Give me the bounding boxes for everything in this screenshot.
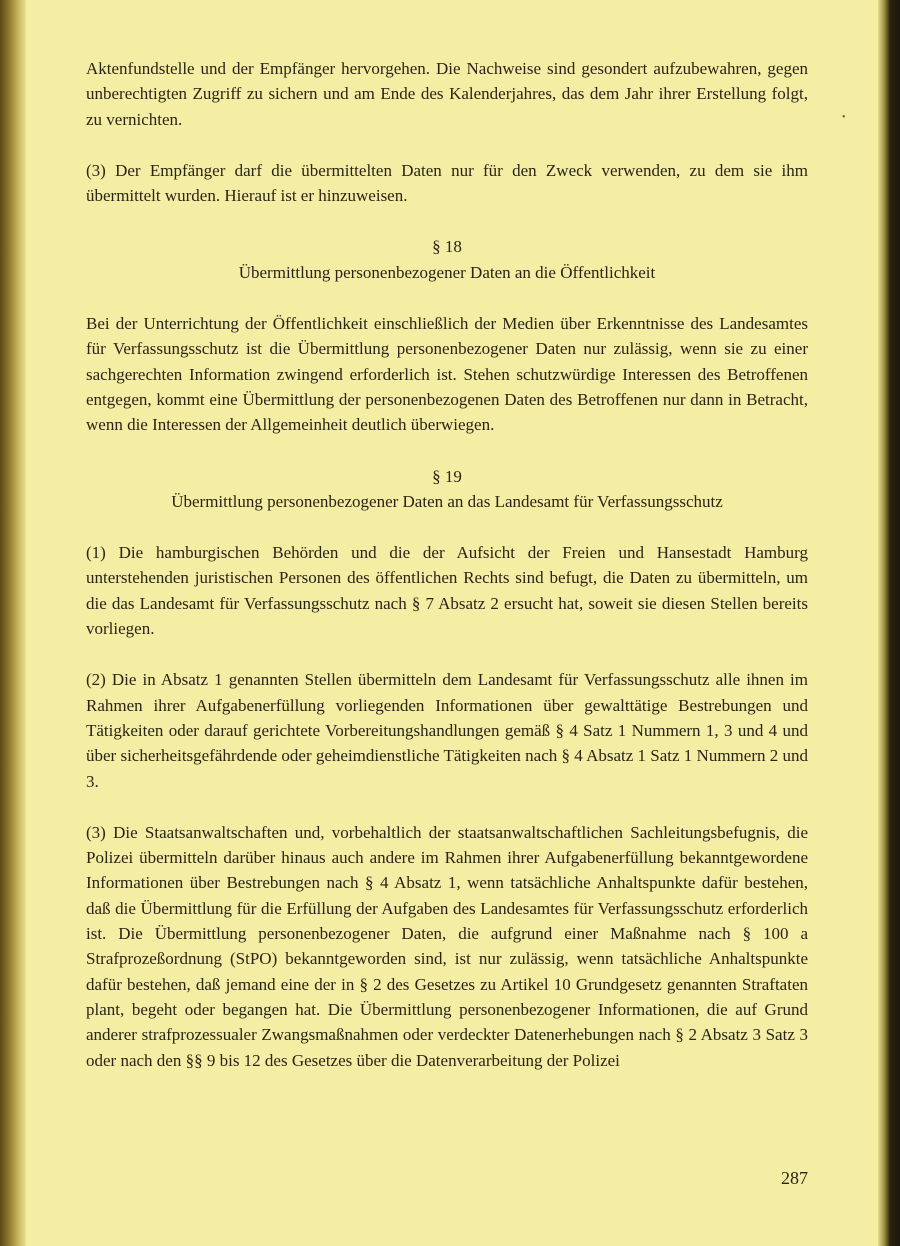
page-binding-edge	[0, 0, 26, 1246]
page-right-edge	[878, 0, 900, 1246]
paragraph-17-3: (3) Der Empfänger darf die übermittelten Daten nur für den Zweck verwenden, zu dem sie ihm übermittelt wurden. Hierauf ist er hinzuweisen.	[86, 160, 808, 206]
page-number: 287	[781, 1168, 808, 1188]
section-18-title: Übermittlung personenbezogener Daten an die Öffentlichkeit	[238, 262, 656, 282]
paragraph-19-3: (3) Die Staatsanwaltschaften und, vorbehaltlich der staatsanwaltschaftlichen Sachleitungsbefugnis, die Polizei übermitteln darüber hinaus auch andere im Rahmen ihrer Aufgabenerfüllung bekanntgewordene Informationen über Bestrebungen nach § 4 Absatz 1, wenn tatsächliche Anhaltspunkte dafür bestehen, daß die Übermittlung für die Erfüllung der Aufgaben des Landesamtes für Verfassungsschutz erforderlich ist. Die Übermittlung personenbezogener Daten, die aufgrund einer Maßnahme nach § 100 a Strafprozeßordnung (StPO) bekanntgeworden sind, ist nur zulässig, wenn tatsächliche Anhaltspunkte dafür bestehen, daß jemand eine der in § 2 des Gesetzes zu Artikel 10 Grundgesetz genannten Straftaten plant, begeht oder begangen hat. Die Übermittlung personenbezogener Informationen, die auf Grund anderer strafprozessualer Zwangsmaßnahmen oder verdeckter Datenerhebungen nach § 2 Absatz 3 Satz 3 oder nach den §§ 9 bis 12 des Gesetzes über die Datenverarbeitung der Polizei	[86, 822, 808, 1070]
paragraph-continuation: Aktenfundstelle und der Empfänger hervorgehen. Die Nachweise sind gesondert aufzubewahren, gegen unberechtigten Zugriff zu sichern und am Ende des Kalenderjahres, das dem Jahr ihrer Erstellung folgt, zu vernichten.	[86, 59, 808, 129]
stray-mark: •	[842, 112, 846, 123]
section-19-heading	[86, 464, 808, 515]
section-18-number: § 18	[432, 237, 462, 257]
paragraph-19-2: (2) Die in Absatz 1 genannten Stellen übermitteln dem Landesamt für Verfassungsschutz alle ihnen im Rahmen ihrer Aufgabenerfüllung vorliegenden Informationen über gewalttätige Bestrebungen und Tätigkeiten oder darauf gerichtete Vorbereitungshandlungen gemäß § 4 Satz 1 Nummern 1, 3 und 4 und über sicherheitsgefährdende oder geheimdienstliche Tätigkeiten nach § 4 Absatz 1 Satz 1 Nummern 2 und 3.	[86, 670, 808, 791]
section-18-heading	[86, 234, 808, 285]
section-19-number: § 19	[432, 466, 462, 486]
paragraph-19-1: (1) Die hamburgischen Behörden und die der Aufsicht der Freien und Hansestadt Hamburg unterstehenden juristischen Personen des öffentlichen Rechts sind befugt, die Daten zu übermitteln, um die das Landesamt für Verfassungsschutz nach § 7 Absatz 2 ersucht hat, soweit sie diesen Stellen bereits vorliegen.	[86, 543, 808, 639]
paragraph-18: Bei der Unterrichtung der Öffentlichkeit einschließlich der Medien über Erkenntnisse des Landesamtes für Verfassungsschutz ist die Übermittlung personenbezogener Daten nur zulässig, wenn sie zu einer sachgerechten Information zwingend erforderlich ist. Stehen schutzwürdige Interessen des Betroffenen entgegen, kommt eine Übermittlung der personenbezogenen Daten des Betroffenen nur dann in Betracht, wenn die Interessen der Allgemeinheit deutlich überwiegen.	[86, 314, 808, 435]
document-page	[86, 56, 808, 1099]
section-19-title: Übermittlung personenbezogener Daten an das Landesamt für Verfassungsschutz	[171, 491, 723, 511]
